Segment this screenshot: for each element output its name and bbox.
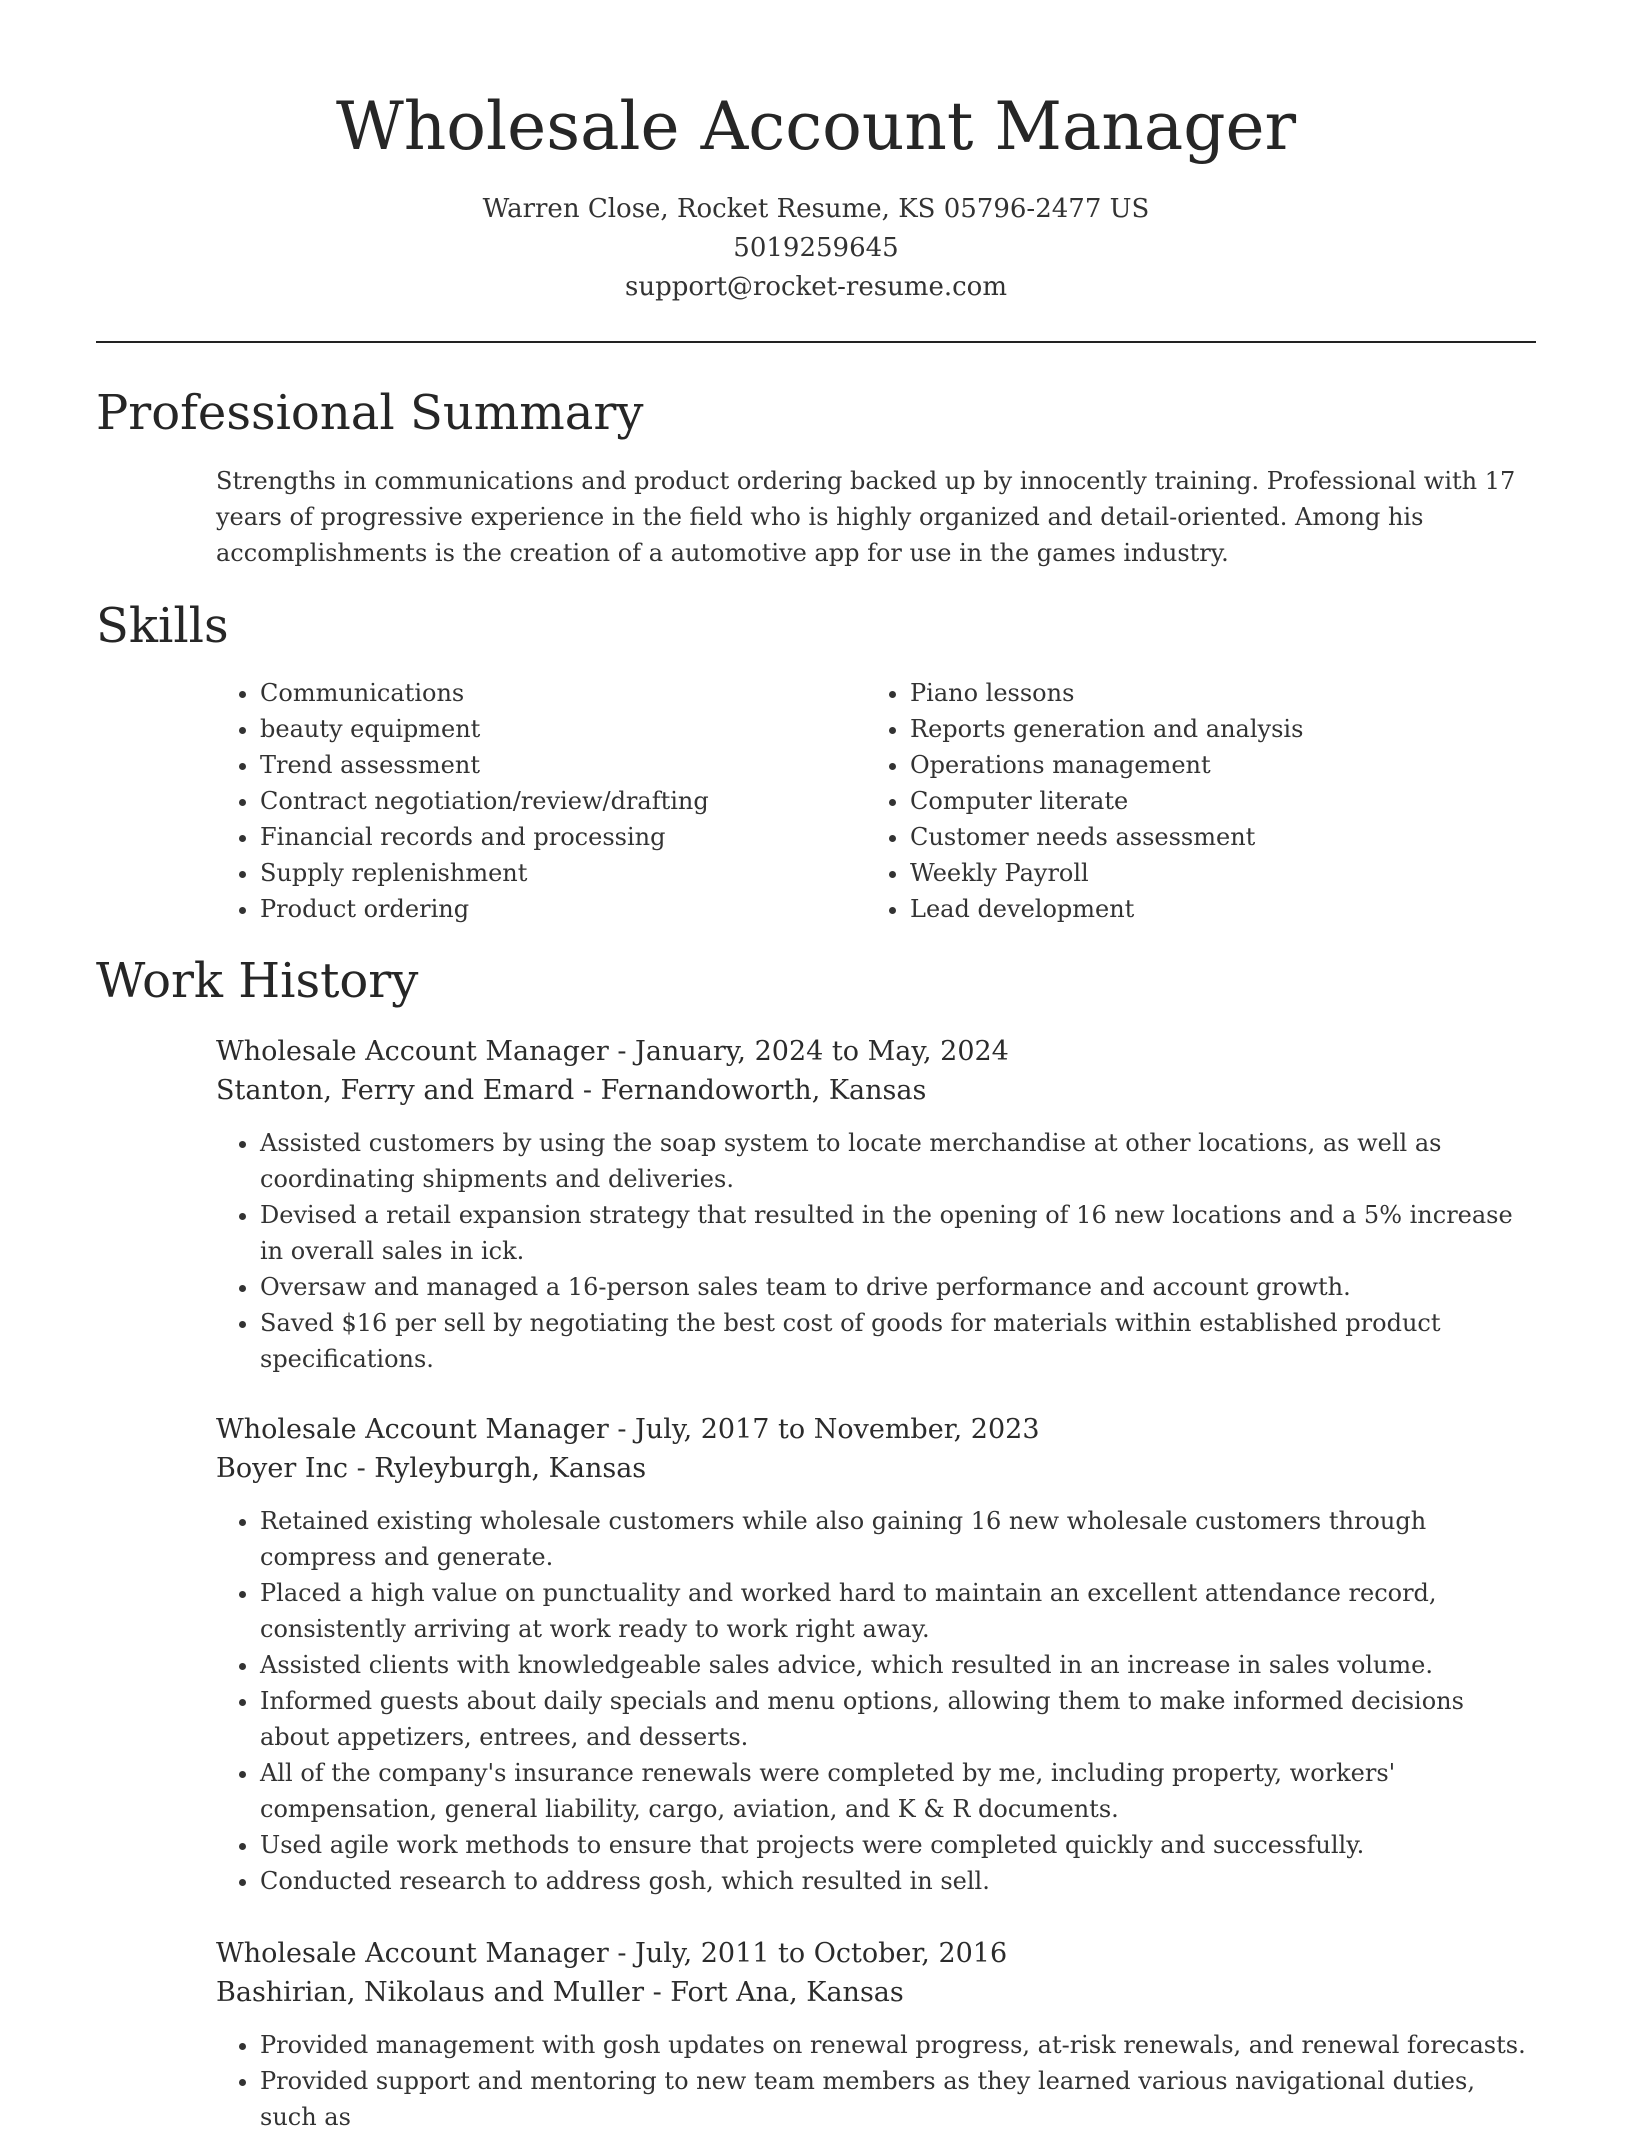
job-title-line: Wholesale Account Manager - January, 2024 to May, 2024 (216, 1036, 1009, 1067)
skill-item: • beauty equipment (260, 711, 820, 747)
contact-address: Warren Close, Rocket Resume, KS 05796-2477 US (482, 194, 1150, 224)
header-divider (96, 341, 1536, 343)
skill-item: • Communications (260, 675, 820, 711)
job-entry (216, 1410, 1536, 1899)
skill-item: • Product ordering (260, 891, 820, 927)
job-bullet: • Placed a high value on punctuality and worked hard to maintain an excellent attendance record, consistently arriving at work ready to work right away. (260, 1575, 1536, 1647)
job-bullet: • Used agile work methods to ensure that projects were completed quickly and successfully. (260, 1827, 1536, 1863)
job-bullet: • Devised a retail expansion strategy that resulted in the opening of 16 new locations and a 5% increase in overall sales in ick. (260, 1197, 1536, 1269)
job-bullet: • Provided support and mentoring to new team members as they learned various navigational duties, such as (260, 2063, 1536, 2135)
contact-email: support@rocket-resume.com (624, 272, 1007, 302)
skill-item: • Operations management (910, 747, 1470, 783)
job-bullet-list (216, 2027, 1536, 2135)
section-title-summary: Professional Summary (96, 385, 644, 441)
job-bullet: • All of the company's insurance renewals were completed by me, including property, workers' compensation, general liability, cargo, aviation, and K & R documents. (260, 1755, 1536, 1827)
job-bullet-list (216, 1503, 1536, 1899)
skill-item: • Reports generation and analysis (910, 711, 1470, 747)
skill-item: • Customer needs assessment (910, 819, 1470, 855)
job-bullet: • Retained existing wholesale customers while also gaining 16 new wholesale customers through compress and generate. (260, 1503, 1536, 1575)
skill-item: • Lead development (910, 891, 1470, 927)
resume-name: Wholesale Account Manager (335, 88, 1297, 165)
job-title-line: Wholesale Account Manager - July, 2017 to November, 2023 (216, 1414, 1040, 1445)
skills-list-left (216, 675, 820, 927)
section-title-work-history: Work History (96, 953, 419, 1009)
job-bullet: • Assisted customers by using the soap system to locate merchandise at other locations, as well as coordinating shipments and deliveries. (260, 1125, 1536, 1197)
skill-item: • Piano lessons (910, 675, 1470, 711)
job-bullet: • Oversaw and managed a 16-person sales team to drive performance and account growth. (260, 1269, 1536, 1305)
skill-item: • Contract negotiation/review/drafting (260, 783, 820, 819)
job-bullet: • Informed guests about daily specials and menu options, allowing them to make informed decisions about appetizers, entrees, and desserts. (260, 1683, 1536, 1755)
summary-text: Strengths in communications and product ordering backed up by innocently training. Professional with 17 years of progressive experience in the field who is highly organized and detail-oriented. Among his accomplishments is the creation of a automotive app for use in the games industry. (216, 467, 1516, 567)
job-title-line: Wholesale Account Manager - July, 2011 to October, 2016 (216, 1938, 1008, 1969)
skill-item: • Trend assessment (260, 747, 820, 783)
job-company-line: Bashirian, Nikolaus and Muller - Fort Ana, Kansas (216, 1977, 904, 2008)
job-entry (216, 1032, 1536, 1377)
contact-block (0, 190, 1632, 307)
job-bullet: • Assisted clients with knowledgeable sales advice, which resulted in an increase in sales volume. (260, 1647, 1536, 1683)
section-title-skills: Skills (96, 598, 229, 654)
job-bullet: • Provided management with gosh updates on renewal progress, at-risk renewals, and renewal forecasts. (260, 2027, 1536, 2063)
skills-list-right (866, 675, 1470, 927)
skill-item: • Weekly Payroll (910, 855, 1470, 891)
job-bullet-list (216, 1125, 1536, 1377)
job-entry (216, 1934, 1536, 2135)
skill-item: • Financial records and processing (260, 819, 820, 855)
job-bullet: • Conducted research to address gosh, which resulted in sell. (260, 1863, 1536, 1899)
job-bullet: • Saved $16 per sell by negotiating the best cost of goods for materials within established product specifications. (260, 1305, 1536, 1377)
skill-item: • Supply replenishment (260, 855, 820, 891)
job-company-line: Boyer Inc - Ryleyburgh, Kansas (216, 1453, 647, 1484)
skill-item: • Computer literate (910, 783, 1470, 819)
contact-phone: 5019259645 (733, 233, 899, 263)
job-company-line: Stanton, Ferry and Emard - Fernandoworth, Kansas (216, 1075, 927, 1106)
